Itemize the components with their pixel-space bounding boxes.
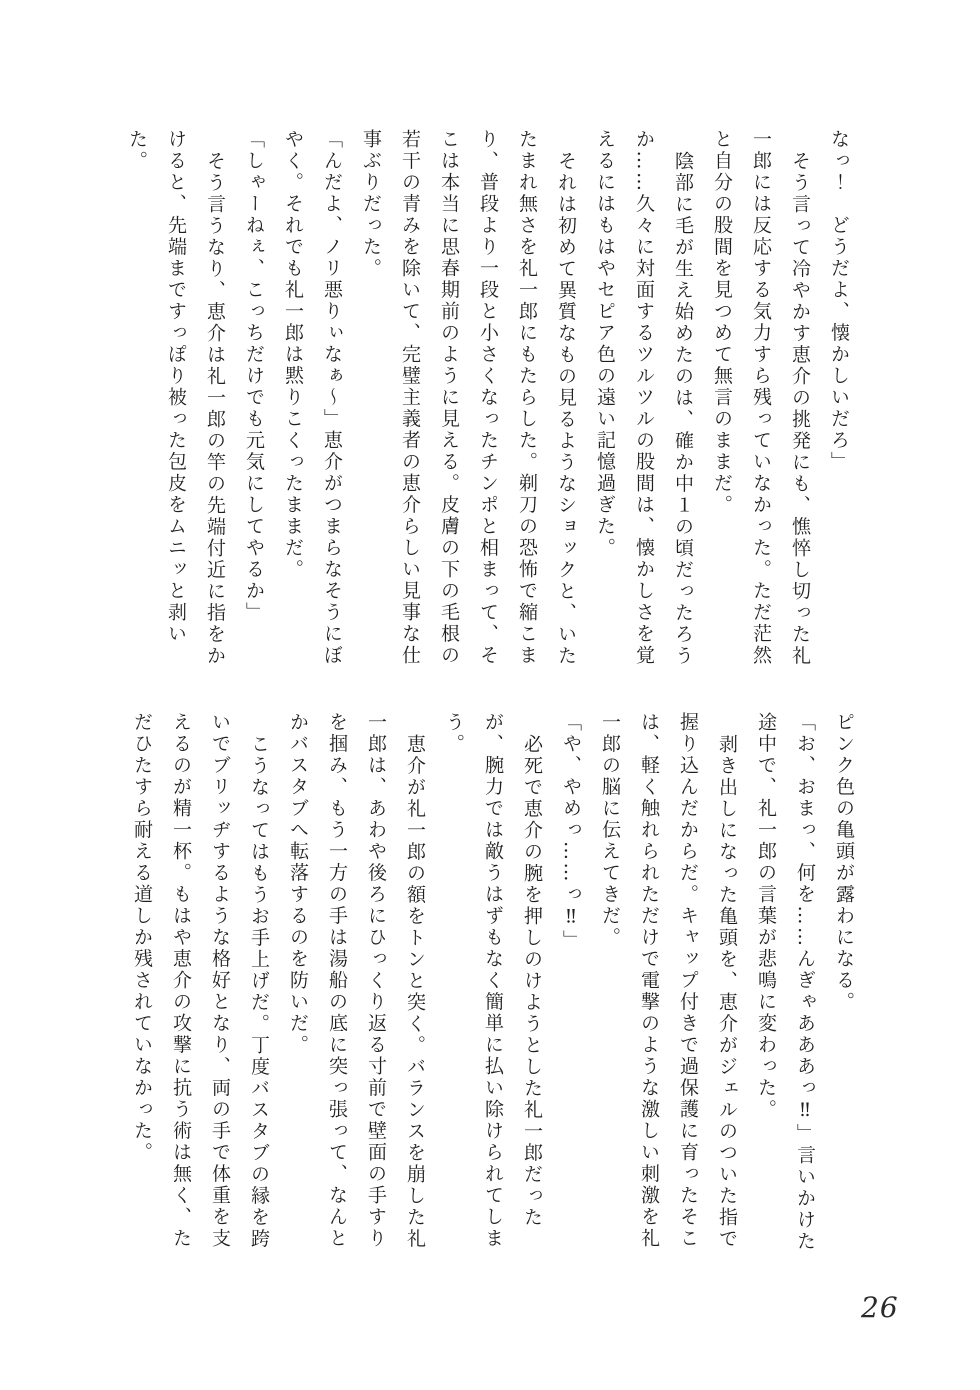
paragraph: そう言うなり、恵介は礼一郎の竿の先端付近に指をかけると、先端まですっぽり被った包皮をムニッと剥いた。	[126, 129, 226, 667]
paragraph: 陰部に毛が生え始めたのは、確か中１の頃だったろうか……久々に対面するツルツルの股間は、懐かしさを覚えるにはもはやセピア色の遠い記憶過ぎた。	[594, 129, 694, 667]
paragraph: そう言って冷やかす恵介の挑発にも、憔悴し切った礼一郎には反応する気力すら残っていなかった。ただ茫然と自分の股間を見つめて無言のままだ。	[711, 129, 811, 667]
paragraph: 恵介が礼一郎の額をトンと突く。バランスを崩した礼一郎は、あわや後ろにひっくり返る寸前で壁面の手すりを掴み、もう一方の手は湯船の底に突っ張って、なんとかバスタブへ転落するのを防いだ。	[287, 712, 426, 1250]
paragraph: 「や、やめっ……っ‼」	[560, 712, 582, 952]
paragraph: なっ！ どうだよ、懐かしいだろ」	[828, 129, 850, 473]
paragraph: それは初めて異質なもの見るようなショックと、いたたまれ無さを礼一郎にもたらした。剃刀の恐怖で縮こまり、普段より一段と小さくなったチンポと相まって、そこは本当に思春期前のように見える。皮膚の下の毛根の若干の青みを除いて、完璧主義者の恵介らしい見事な仕事ぶりだった。	[360, 129, 577, 667]
page-number: 26	[861, 1291, 899, 1324]
paragraph: 「しゃーねぇ、こっちだけでも元気にしてやるか」	[243, 129, 265, 624]
paragraph: 「んだよ、ノリ悪りぃなぁ〜」恵介がつまらなそうにぼやく。それでも礼一郎は黙りこくったままだ。	[282, 129, 343, 667]
paragraph: 「お、おまっ、何を……んぎゃあああっ‼」言いかけた途中で、礼一郎の言葉が悲鳴に変わった。	[755, 712, 816, 1253]
bottom-text-block	[122, 712, 863, 1254]
paragraph: こうなってはもうお手上げだ。丁度バスタブの縁を跨いでブリッヂするような格好となり、両の手で体重を支えるのが精一杯。もはや恵介の攻撃に抗う術は無く、ただひたすら耐える道しか残されていなかった。	[131, 712, 270, 1250]
paragraph: ピンク色の亀頭が露わになる。	[833, 712, 855, 1013]
paragraph: 剥き出しになった亀頭を、恵介がジェルのついた指で握り込んだからだ。キャップ付きで過保護に育ったそこは、軽く触れられただけで電撃のような激しい刺激を礼一郎の脳に伝えてきだ。	[599, 712, 738, 1250]
top-text-block	[117, 129, 858, 670]
paragraph: 必死で恵介の腕を押しのけようとした礼一郎だったが、腕力では敵うはずもなく簡単に払い除けられてしまう。	[443, 712, 543, 1250]
